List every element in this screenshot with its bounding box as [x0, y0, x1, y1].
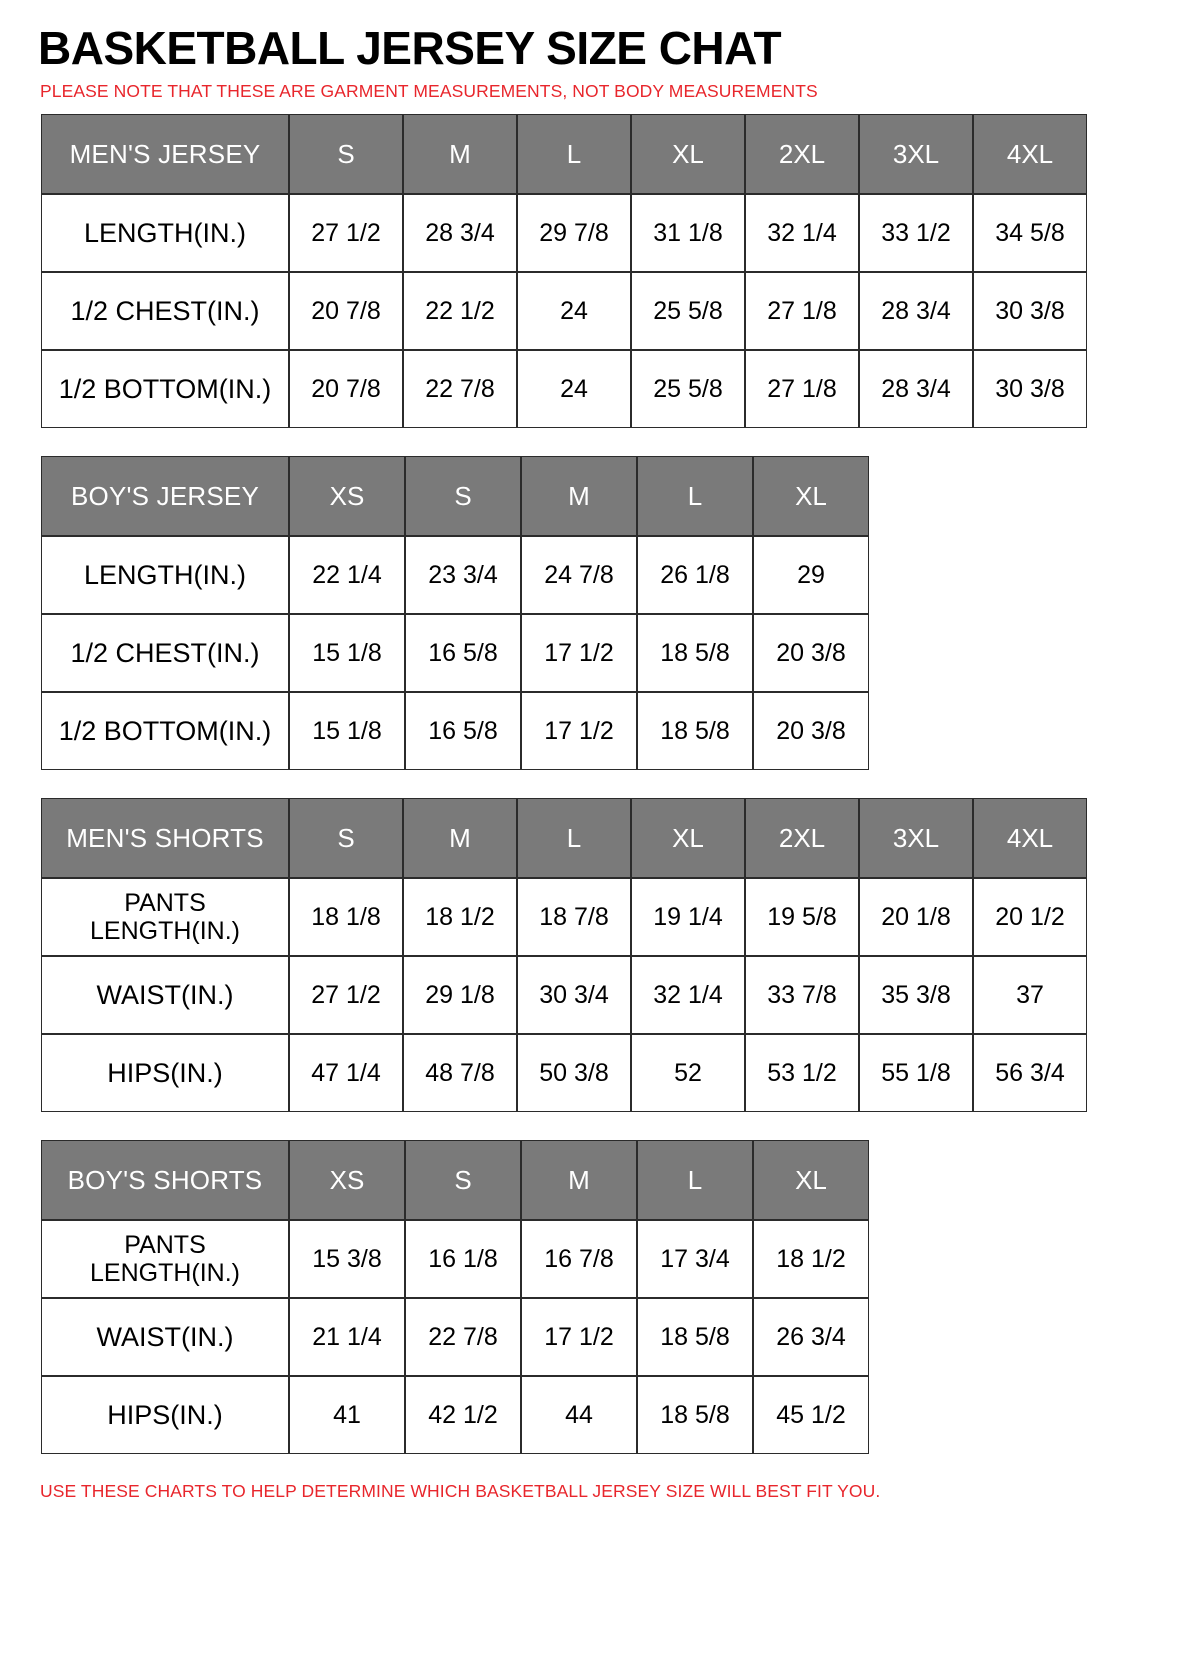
size-column-header: XL	[753, 456, 869, 536]
measurement-value: 33 7/8	[745, 956, 859, 1034]
measurement-value: 28 3/4	[859, 350, 973, 428]
measurement-value: 18 5/8	[637, 1376, 753, 1454]
table-category-header: BOY'S JERSEY	[41, 456, 289, 536]
measurement-value: 41	[289, 1376, 405, 1454]
size-column-header: XL	[631, 114, 745, 194]
measurement-value: 23 3/4	[405, 536, 521, 614]
measurement-value: 19 1/4	[631, 878, 745, 956]
table-row	[41, 536, 869, 614]
size-column-header: M	[521, 456, 637, 536]
measurement-value: 35 3/8	[859, 956, 973, 1034]
measurement-value: 20 1/2	[973, 878, 1087, 956]
measurement-value: 16 1/8	[405, 1220, 521, 1298]
table-row	[41, 692, 869, 770]
size-column-header: S	[289, 798, 403, 878]
size-column-header: 3XL	[859, 114, 973, 194]
table-category-header: BOY'S SHORTS	[41, 1140, 289, 1220]
measurement-value: 32 1/4	[631, 956, 745, 1034]
size-column-header: L	[517, 114, 631, 194]
measurement-value: 22 7/8	[403, 350, 517, 428]
measurement-value: 52	[631, 1034, 745, 1112]
size-column-header: 4XL	[973, 798, 1087, 878]
measurement-value: 30 3/4	[517, 956, 631, 1034]
measurement-value: 30 3/8	[973, 350, 1087, 428]
size-column-header: 2XL	[745, 798, 859, 878]
size-table-mens-jersey	[40, 113, 1088, 429]
measurement-label: PANTS LENGTH(IN.)	[41, 1220, 289, 1298]
table-row	[41, 272, 1087, 350]
size-column-header: S	[405, 456, 521, 536]
measurement-value: 37	[973, 956, 1087, 1034]
footer-note: USE THESE CHARTS TO HELP DETERMINE WHICH BASKETBALL JERSEY SIZE WILL BEST FIT YOU.	[40, 1481, 881, 1502]
measurement-value: 21 1/4	[289, 1298, 405, 1376]
size-column-header: XL	[753, 1140, 869, 1220]
size-column-header: S	[289, 114, 403, 194]
table-header-row	[41, 456, 869, 536]
measurement-label: LENGTH(IN.)	[41, 194, 289, 272]
measurement-value: 44	[521, 1376, 637, 1454]
measurement-value: 16 5/8	[405, 692, 521, 770]
size-column-header: L	[637, 456, 753, 536]
table-category-header: MEN'S JERSEY	[41, 114, 289, 194]
table-category-header: MEN'S SHORTS	[41, 798, 289, 878]
table-header-row	[41, 798, 1087, 878]
measurement-value: 20 7/8	[289, 350, 403, 428]
measurement-value: 30 3/8	[973, 272, 1087, 350]
measurement-value: 24	[517, 350, 631, 428]
size-column-header: M	[521, 1140, 637, 1220]
tables-container	[26, 113, 1174, 1455]
measurement-value: 22 1/4	[289, 536, 405, 614]
measurement-label: WAIST(IN.)	[41, 956, 289, 1034]
measurement-value: 42 1/2	[405, 1376, 521, 1454]
measurement-value: 55 1/8	[859, 1034, 973, 1112]
measurement-value: 18 1/2	[753, 1220, 869, 1298]
size-column-header: XS	[289, 1140, 405, 1220]
measurement-value: 24	[517, 272, 631, 350]
measurement-value: 20 3/8	[753, 614, 869, 692]
table-row	[41, 956, 1087, 1034]
size-column-header: M	[403, 798, 517, 878]
measurement-value: 19 5/8	[745, 878, 859, 956]
measurement-label: LENGTH(IN.)	[41, 536, 289, 614]
measurement-value: 34 5/8	[973, 194, 1087, 272]
measurement-value: 18 5/8	[637, 1298, 753, 1376]
measurement-value: 28 3/4	[403, 194, 517, 272]
size-column-header: L	[637, 1140, 753, 1220]
measurement-value: 18 5/8	[637, 614, 753, 692]
measurement-label: PANTS LENGTH(IN.)	[41, 878, 289, 956]
measurement-value: 26 1/8	[637, 536, 753, 614]
measurement-value: 24 7/8	[521, 536, 637, 614]
measurement-value: 22 7/8	[405, 1298, 521, 1376]
measurement-value: 48 7/8	[403, 1034, 517, 1112]
measurement-label: WAIST(IN.)	[41, 1298, 289, 1376]
table-row	[41, 194, 1087, 272]
page-title: BASKETBALL JERSEY SIZE CHAT	[38, 22, 782, 74]
measurement-value: 20 1/8	[859, 878, 973, 956]
measurement-value: 18 1/2	[403, 878, 517, 956]
measurement-value: 16 5/8	[405, 614, 521, 692]
measurement-value: 25 5/8	[631, 272, 745, 350]
measurement-value: 45 1/2	[753, 1376, 869, 1454]
size-column-header: 3XL	[859, 798, 973, 878]
measurement-value: 25 5/8	[631, 350, 745, 428]
measurement-value: 26 3/4	[753, 1298, 869, 1376]
measurement-value: 17 1/2	[521, 692, 637, 770]
size-column-header: S	[405, 1140, 521, 1220]
measurement-value: 27 1/8	[745, 350, 859, 428]
size-column-header: M	[403, 114, 517, 194]
measurement-value: 18 5/8	[637, 692, 753, 770]
measurement-value: 20 3/8	[753, 692, 869, 770]
measurement-value: 17 1/2	[521, 1298, 637, 1376]
table-row	[41, 1298, 869, 1376]
table-row	[41, 350, 1087, 428]
measurement-value: 15 1/8	[289, 692, 405, 770]
measurement-value: 18 7/8	[517, 878, 631, 956]
measurement-value: 28 3/4	[859, 272, 973, 350]
measurement-value: 50 3/8	[517, 1034, 631, 1112]
measurement-label: HIPS(IN.)	[41, 1034, 289, 1112]
table-row	[41, 878, 1087, 956]
measurement-value: 29 1/8	[403, 956, 517, 1034]
measurement-value: 20 7/8	[289, 272, 403, 350]
table-row	[41, 1034, 1087, 1112]
measurement-value: 56 3/4	[973, 1034, 1087, 1112]
table-row	[41, 1220, 869, 1298]
measurement-label: 1/2 CHEST(IN.)	[41, 614, 289, 692]
size-column-header: 4XL	[973, 114, 1087, 194]
measurement-value: 33 1/2	[859, 194, 973, 272]
measurement-value: 27 1/2	[289, 956, 403, 1034]
table-row	[41, 614, 869, 692]
measurement-label: 1/2 CHEST(IN.)	[41, 272, 289, 350]
measurement-value: 31 1/8	[631, 194, 745, 272]
measurement-value: 16 7/8	[521, 1220, 637, 1298]
measurement-value: 53 1/2	[745, 1034, 859, 1112]
measurement-value: 29	[753, 536, 869, 614]
measurement-value: 27 1/8	[745, 272, 859, 350]
size-column-header: 2XL	[745, 114, 859, 194]
size-table-mens-shorts	[40, 797, 1088, 1113]
measurement-value: 47 1/4	[289, 1034, 403, 1112]
size-column-header: L	[517, 798, 631, 878]
measurement-value: 22 1/2	[403, 272, 517, 350]
measurement-label: HIPS(IN.)	[41, 1376, 289, 1454]
measurement-value: 15 3/8	[289, 1220, 405, 1298]
measurement-value: 18 1/8	[289, 878, 403, 956]
size-column-header: XS	[289, 456, 405, 536]
measurement-note: PLEASE NOTE THAT THESE ARE GARMENT MEASUREMENTS, NOT BODY MEASUREMENTS	[40, 80, 818, 101]
size-table-boys-jersey	[40, 455, 870, 771]
table-row	[41, 1376, 869, 1454]
measurement-label: 1/2 BOTTOM(IN.)	[41, 350, 289, 428]
measurement-value: 32 1/4	[745, 194, 859, 272]
measurement-value: 17 1/2	[521, 614, 637, 692]
table-header-row	[41, 114, 1087, 194]
measurement-label: 1/2 BOTTOM(IN.)	[41, 692, 289, 770]
measurement-value: 29 7/8	[517, 194, 631, 272]
measurement-value: 27 1/2	[289, 194, 403, 272]
size-table-boys-shorts	[40, 1139, 870, 1455]
measurement-value: 17 3/4	[637, 1220, 753, 1298]
table-header-row	[41, 1140, 869, 1220]
size-column-header: XL	[631, 798, 745, 878]
measurement-value: 15 1/8	[289, 614, 405, 692]
